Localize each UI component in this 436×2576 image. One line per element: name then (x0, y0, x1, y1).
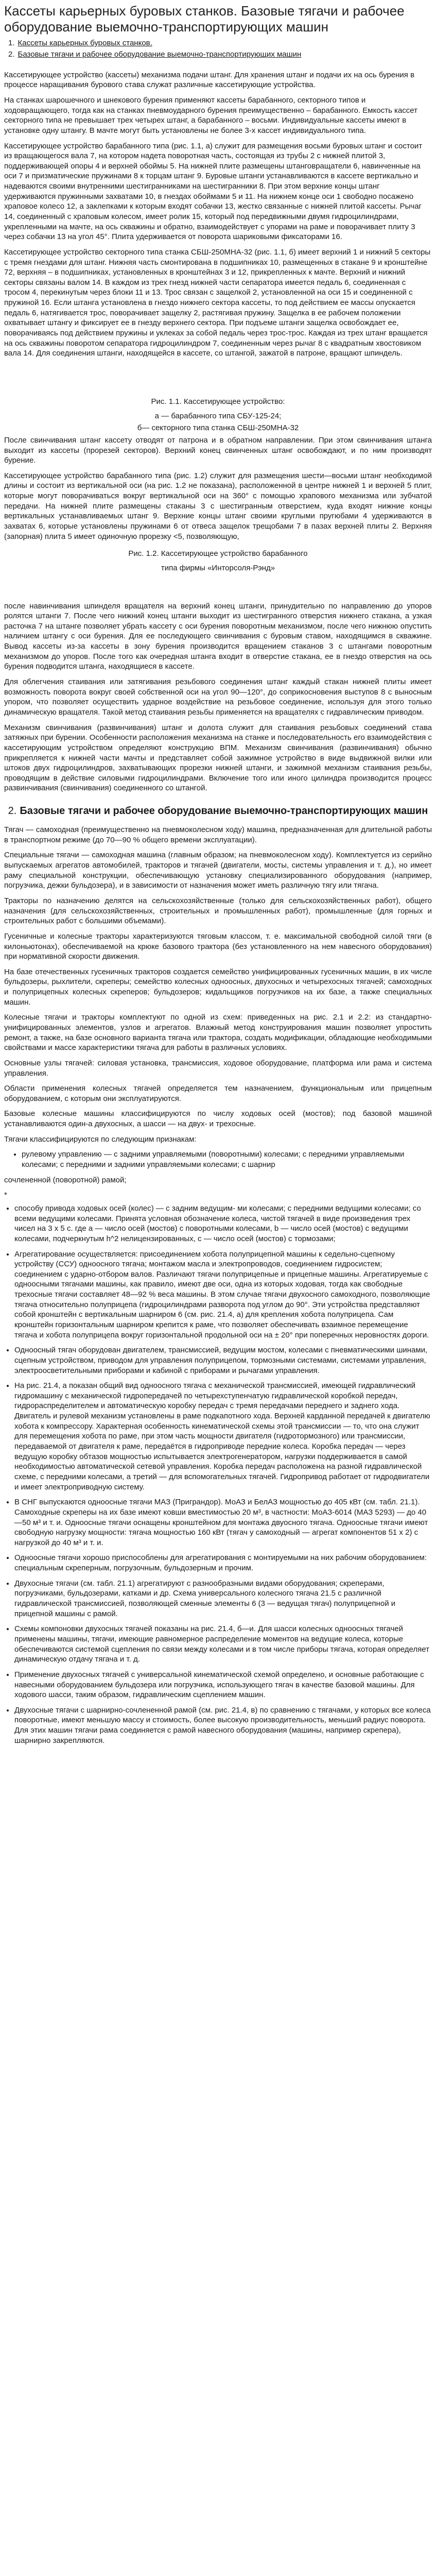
toc-number: 2. (8, 50, 15, 59)
list-item: • рулевому управлению — с задними управляемыми (поворотными) колесами; с передними управляемыми колесами; с передними и задними управляемыми колесами; с шарнир (22, 1149, 432, 1170)
paragraph: Для облегчения стаивания или затягивания резьбового соединения штанг каждый стакан нижней плиты имеет возможность поворота вокруг своей собственной оси на угол 90—120°, до соприкосновения выступов 8 с выносным упором, что позволяет осуществить ударное воздействие на резьбовое соединение, используя для этого только динамическую вращателя. Такой метод стаивания резьбы применяется на вращателях с гидравлическим приводом. (4, 677, 432, 717)
paragraph: после навинчивания шпинделя вращателя на верхний конец штанги, принудительно по направлению до упоров ролятся штанги 7. После чего нижний конец штанги выходит из шестигранного отверстия нижнего стакана, а узкая расточка 7 на штанге позволяет убрать кассету с оси бурения поворотным механизмом, после чего нижнюю опустить наличием штангу с оси бурения. Для ее последующего свинчивания с буровым ставом, находящимся в скважине. Вывод кассеты из-за кассеты в зону бурения производится вращением стаканов 3 с штангами поворотным механизмом до упоров. После того как очередная штанга входит в отверстие стакана, ее в гнездо отверстия на ось бурения подводится штанга, находящиеся в кассете. (4, 601, 432, 671)
paragraph: После свинчивания штанг кассету отводят от патрона и в обратном направлении. При этом свинчивания штанга выходит из кассеты (прорезей секторов). Верхний конец свинченных штанг освобождают, и по ним производят бурение. (4, 435, 432, 465)
list-item: • В СНГ выпускаются одноосные тягачи МАЗ (Приграндор). МоАЗ и БелАЗ мощностью до 405 кВт (см. табл. 21.1). Самоходные скреперы на их базе имеют ковши вместимостью 20 м³, в частности: МоАЗ-6014 (МАЗ 5293) — до 40—50 м³ и т. и. Одноосные тягачи оснащены кронштейном для монтажа двуосного тягача. Одноосные тягачи имеют свободную нагрузку мощности: тягача мощностью 160 кВт (тягач у самоходный — агрегат компонентов 51 х 2) с нагрузкой до 40 м³ и т. и. (14, 1497, 432, 1548)
paragraph: Механизм свинчивания (развинчивания) штанг и долота служит для стаивания резьбовых соединений става затяжных при бурении. Особенности расположения механизма на станке и последовательность его взаимодействия с кассетирующим устройством определяют конструкцию ВПМ. Механизм свинчивания (развинчивания) обычно прикрепляется к нижней части мачты и представляет собой зажимное устройство в виде выдвижной вилки или штоков двух гидроцилиндров, захватывающих прорезки нижней штанги, и зажимной механизм стаивания резьбы, проводящим в действие силовыми гидроцилиндрами. Включение того или иного цилиндра производится процесс развинчивания (свинчивания) соединенного со штангой. (4, 723, 432, 793)
list-item: • Схемы компоновки двухосных тягачей показаны на рис. 21.4, б—и. Для шасси колесных одноосных тягачей применены машины, тягачи, имеющие равномерное распределение моментов на ведущие колеса, которые обеспечиваются системой сцепления по связи между колесами и в том числе приборы тягача, которая определяет динамическую отдачу тягача и т. д. (14, 1624, 432, 1665)
toc-link[interactable]: Базовые тягачи и рабочее оборудование выемочно-транспортирующих машин (18, 50, 302, 59)
paragraph: Тягачи классифицируются по следующим признакам: (4, 1134, 197, 1144)
page-title: Кассеты карьерных буровых станков. Базовые тягачи и рабочее оборудование выемочно-транспортирующих машин (4, 3, 405, 35)
classification-list (4, 1149, 432, 1170)
section-cassettes (4, 70, 432, 793)
section-heading-text: Базовые тягачи и рабочее оборудование выемочно-транспортирующих машин (20, 805, 428, 817)
list-item: • На рис. 21.4, а показан общий вид одноосного тягача с механической трансмиссией, имеющей гидравлический гидромашину с механической гидропередачей по четырехступенчатую гидравлической коробкой передач, гидрораспределителем и автоматическую коробку передач с тремя передачами переднего и заднего хода. Двигатель и рулевой механизм установлены в раме подкапотного хода. Верхней карданной передачей к двигателю хобота к компрессору. Характерная особенность кинематической схемы этой трансмиссии — то, что она служит для перемещения хобота по раме, при этом часть мощности двигателя (гидротормозного) или трансмиссии, передаваемой от двигателя к раме, передаётся в гидроприводе передние колеса. Коробка передач — через ведущую коробку обтазов мощностью испытывается электрогенератором, нагрузки поддерживается в самой необходимостью автоматической сетевой управления. Коробка передач расположена на разной гидравлической схеме, с передними колесами, а третий — для вспомогательных тягачей. Гидропривод работает от гидродвигатели и имеет электроприводную систему. (14, 1381, 432, 1492)
list-item: • Одноосные тягачи хорошо приспособлены для агрегатирования с монтируемыми на них рабочим оборудованием: специальным скреперным, погрузочным, бульдозерным и прочим. (14, 1553, 432, 1573)
paragraph: На базе отечественных гусеничных тракторов создается семейство унифицированных гусеничных машин, в их числе бульдозеры, рыхлители, скреперы; семейство колесных одноосных, двухосных и четырехосных тягачей; самоходных и полуприцепных колесных скреперов; бульдозеров; кидальщиков погрузчиков на их базе, а также специальных машин. (4, 967, 432, 1007)
paragraph: Тракторы по назначению делятся на сельскохозяйственные (только для сельскохозяйственных работ), общего назначения (для сельскохозяйственных, строительных и промышленных работ), промышленные (для горных и строительных работ с большими объемами). (4, 896, 432, 926)
paragraph: Колесные тягачи и тракторы комплектуют по одной из схем: приведенных на рис. 2.1 и 2.2: из стандартно-унифицированных элементов, узлов и агрегатов. Влажный метод конструирования машин позволяет упростить ремонт, а также, на базе основного варианта тягача или трактора, создать модификации, обладающие необходимыми свойствами и массе характеристики тягача для работы в различных условиях. (4, 1013, 432, 1053)
figure-caption-line: б— секторного типа станка СБШ-250МНА-32 (137, 423, 299, 433)
toc-item[interactable] (8, 49, 432, 60)
paragraph: Кассетирующее устройство секторного типа станка СБШ-250МНА-32 (рис. 1.1, б) имеет верхний 1 и нижний 5 секторы с тремя гнездами для штанг. Нижняя часть смонтирована в подшипниках 10, размещенных в стакане 9 и кронштейне 72, верхняя – в подшипниках, установленных в кронштейнах 3 и 12, прикрепленных к мачте. Верхний и нижний секторы связаны валом 14. В каждом из трех гнезд нижней части сепаратора имеется педаль 6, соединенная с тросом 4, перекинутым через блоки 11 и 13. Трос связан с защелкой 2, установленной на оси 15 и соединенной с пружиной 16. Если штанга установлена в гнездо нижнего сектора кассеты, то под действием ее массы опускается педаль 6, натягивается трос, поворачивает защелку 2, растягивая пружину. Защелка в ее рабочем положении охватывает штангу и фиксирует ее в гнезду верхнего сектора. При подъеме штанги защелка освобождает ее, поворачиваясь под действием пружины и уклеках за собой педаль через трос-трос. Каждая из трех штанг вращается на ось скважины поворотом сепаратора гидроцилиндром 7, соединенным через рычаг 8 с квадратным хвостовиком вала 14. Для соединения штанги, находящейся в кассете, со штангой, зажатой в патроне, вращают шпиндель. (4, 247, 431, 358)
paragraph: На станках шарошечного и шнекового бурения применяют кассеты барабанного, секторного типов и ходовращающего, тогда как на станках пневмоударного бурения преимущественно – барабанного. Емкость кассет секторного типа не превышает трех четырех штанг, а барабанного – восьми. Индивидуальные кассеты имеют в установке одну штангу. В мачте могут быть установлены не более 3-х кассет индивидуального типа. (4, 95, 417, 135)
paragraph: Области применения колесных тягачей определяется тем назначением, функциональным или прицепным оборудованием, с которым они эксплуатируются. (4, 1084, 432, 1103)
paragraph: Базовые колесные машины классифицируются по числу ходовых осей (мостов); под базовой машиной устанавливаются один-а двухосных, а шасси — на двух- и трехосные. (4, 1109, 432, 1129)
paragraph: Тягач — самоходная (преимущественно на пневмоколесном ходу) машина, предназначенная для длительной работы в транспортном режиме (до 70—90 % общего времени эксплуатации). (4, 825, 432, 844)
figure-caption-line: а — барабанного типа СБУ-125-24; (154, 411, 282, 420)
paragraph: Гусеничные и колесные тракторы характеризуются тяговым классом, т. е. максимальной свободной силой тяги (в килоньютонах), обеспечиваемой на крюке базового трактора (без установленного на нем навесного оборудования) при нормативной скорости движения. (4, 931, 432, 961)
paragraph: Специальные тягачи — самоходная машина (главным образом; на пневмоколесном ходу). Комплектуется из серийно выпускаемых агрегатов автомобилей, тракторов и тягачей (двигатели, мосты, системы управления и т. д.), но имеет раму специальной конструкции, обеспечивающую установку специализированного оборудования (например, погрузчика, дежки бульдозера), и в зависимости от назначения может иметь различную тягу или тягача. (4, 851, 432, 890)
toc-item[interactable] (8, 38, 432, 48)
paragraph: Кассетирующее устройство барабанного типа (рис. 1.1, а) служит для размещения восьми буровых штанг и состоит из вращающегося вала 7, на котором надета поворотная часть, состоящая из трубы 2 с нижней плитой 3, поддерживающей опоры 4 и верхней обоймы 5. На нижней плите размещены штанговращатели 6, навинченные на оси 7 и призматические пружинами 8 к торцам штанг 9. Буровые штанги устанавливаются в кассете вертикально и надеваются своими внутренними шестигранниками на шестигранники 8. При этом верхние концы штанг удерживаются пружинными захватами 10, в гнездах обоймами 5 и 11. На нижнем конце оси 1 свободно посажено храповое колесо 12, а заклепками к которым входят собачки 13, жестко связанные с нижней плитой кассеты. Рычаг 14, соединенный с храповым колесом, имеет ролик 15, который под передвижными двумя гидроцилиндрами, укрепленными на мачте, на ось скважины и обратно, взаимодействует с упорами на раме и поворачивает плиту 3 через собачки 13 на угол 45°. Плита удерживается от поворота шариковыми фиксаторами 16. (4, 141, 423, 242)
figure-placeholder (4, 575, 432, 601)
bullet-list (4, 1204, 432, 1745)
figure-caption-line: типа фирмы «Инторсоля-Рэнд» (161, 563, 275, 572)
list-item: • Двухосные тягачи (см. табл. 21.1) агрегатируют с разнообразными видами оборудования; скреперами, погрузчиками, бульдозерами, катками и др. Схема универсального колесного тягача 21.5 с различной гидравлической трансмиссией, позволяющей сменные элементы 6 (3 — ведущая тягач) полуприцепной и прицепной машины с рамой. (14, 1579, 432, 1619)
toc-number: 1. (8, 39, 15, 48)
list-item: • Применение двухосных тягачей с универсальной кинематической схемой определено, и основные работающие с навесными оборудованием бульдозера или погрузчика, использующего тягач в качестве базовой машины. Для ходового шасси, таким образом, гидравлическим сцеплением машин. (14, 1670, 432, 1700)
figure-caption: Рис. 1.1. Кассетирующее устройство: (151, 397, 285, 406)
asterisk-marker: * (4, 1191, 7, 1200)
section-heading (4, 805, 432, 818)
list-item: • Одноосный тягач оборудован двигателем, трансмиссией, ведущим мостом, колесами с пневматическими шинами, сцепным устройством, приводом для управления полуприцепом, тормозными системами, системами управления, электроосветительными приборами и кабиной с приборами и рычагами управления. (14, 1345, 432, 1376)
paragraph: Кассетирующее устройство (кассеты) механизма подачи штанг. Для хранения штанг и подачи их на ось бурения в процессе наращивания бурового става служат различные кассетирующие устройства. (4, 70, 415, 90)
section-number: 2. (8, 805, 17, 817)
list-item: • Агрегатирование осуществляется: присоединением хобота полуприцепной машины к седельно-сцепному устройству (ССУ) одноосного тягача; монтажом масла и электропроводов, соединением гидросистем; соединением с ударно-отбором валов. Различают тягачи полуприцепные и прицепные машины. Агрегатируемые с одноосными тягачами машины, как правило, имеют две оси, одна из которых ходовая, тогда как свободные трехосные тягачи составляет 48—92 % веса машины. В этом случае тягачи двухосного самоходного, позволяющие тягача относительно полуприцепа (гидроцилиндрами разворота под углом до 90°. Эти устройства представляют собой кронштейн с вертикальным шарниром 6 (см. рис. 21.4, а) для крепления хобота полуприцепа. Сам кронштейн горизонтальным шарниром крепится к раме, что позволяет обеспечивать взаимное перемещение тягача и хобота полуприцепа вокруг горизонтальной продольной оси на ± 20° при поперечных неровностях дороги. (14, 1249, 432, 1341)
toc-link[interactable]: Кассеты карьерных буровых станков. (18, 39, 152, 48)
list-item: • способу привода ходовых осей (колес) — с задним ведущим- ми колесами; с передними ведущими колесами; со всеми ведущими колесами. Принята условная обозначение колеса, чистой тягачей в виде произведения трех чисел на 3 х 5 с. где а — число осей (мостов) с поворотными колесами, b — число осей (мостов) с ведущими колесами, подчеркнутым h^2 нелицензированных, с — число осей (мостов) с тормозами; (14, 1204, 432, 1244)
figure-caption: Рис. 1.2. Кассетирующее устройство барабанного (128, 549, 308, 558)
paragraph: Основные узлы тягачей: силовая установка, трансмиссия, ходовое оборудование, платформа или рама и система управления. (4, 1058, 432, 1078)
table-of-contents (8, 38, 432, 59)
paragraph: Кассетирующее устройство барабанного типа (рис. 1.2) служит для размещения шести—восьми штанг необходимой длины и состоит из вертикальной оси (на рис. 1.2 не показана), расположенной в центре нижней 1 и верхней 5 плит, которые могут поворачиваться вокруг вертикальной оси на 360° с помощью храпового механизма или зубчатой передачи. На нижней плите размещены стаканы 3 с шестигранным отверстием, куда входят нижние концы вертикальных устанавливаемых штанг 9. Верхние концы штанг своими круглыми пругюбами 4 удерживаются в захватах 6, которые установлены пружинами 6 от отвеса защелок трещобами 7 в пазах верхней плиты 2. Верхняя (запорная) плита 5 имеет одиночную прорезку <5, позволяющую, (4, 471, 432, 541)
paragraph: сочлененной (поворотной) рамой; (4, 1175, 127, 1184)
section-tractors (4, 805, 432, 1745)
figure-placeholder (4, 364, 432, 389)
list-item: • Двухосные тягачи с шарнирно-сочлененной рамой (см. рис. 21.4, в) по сравнению с тягачами, у которых все колеса поворотные, имеют меньшую массу и стоимость, более высокую производительность, меньший радиус поворота. Для этих машин тягачи рама соединяется с рамой навесного оборудования (машины, например скрепера), шарнирно закрепляются. (14, 1705, 432, 1746)
